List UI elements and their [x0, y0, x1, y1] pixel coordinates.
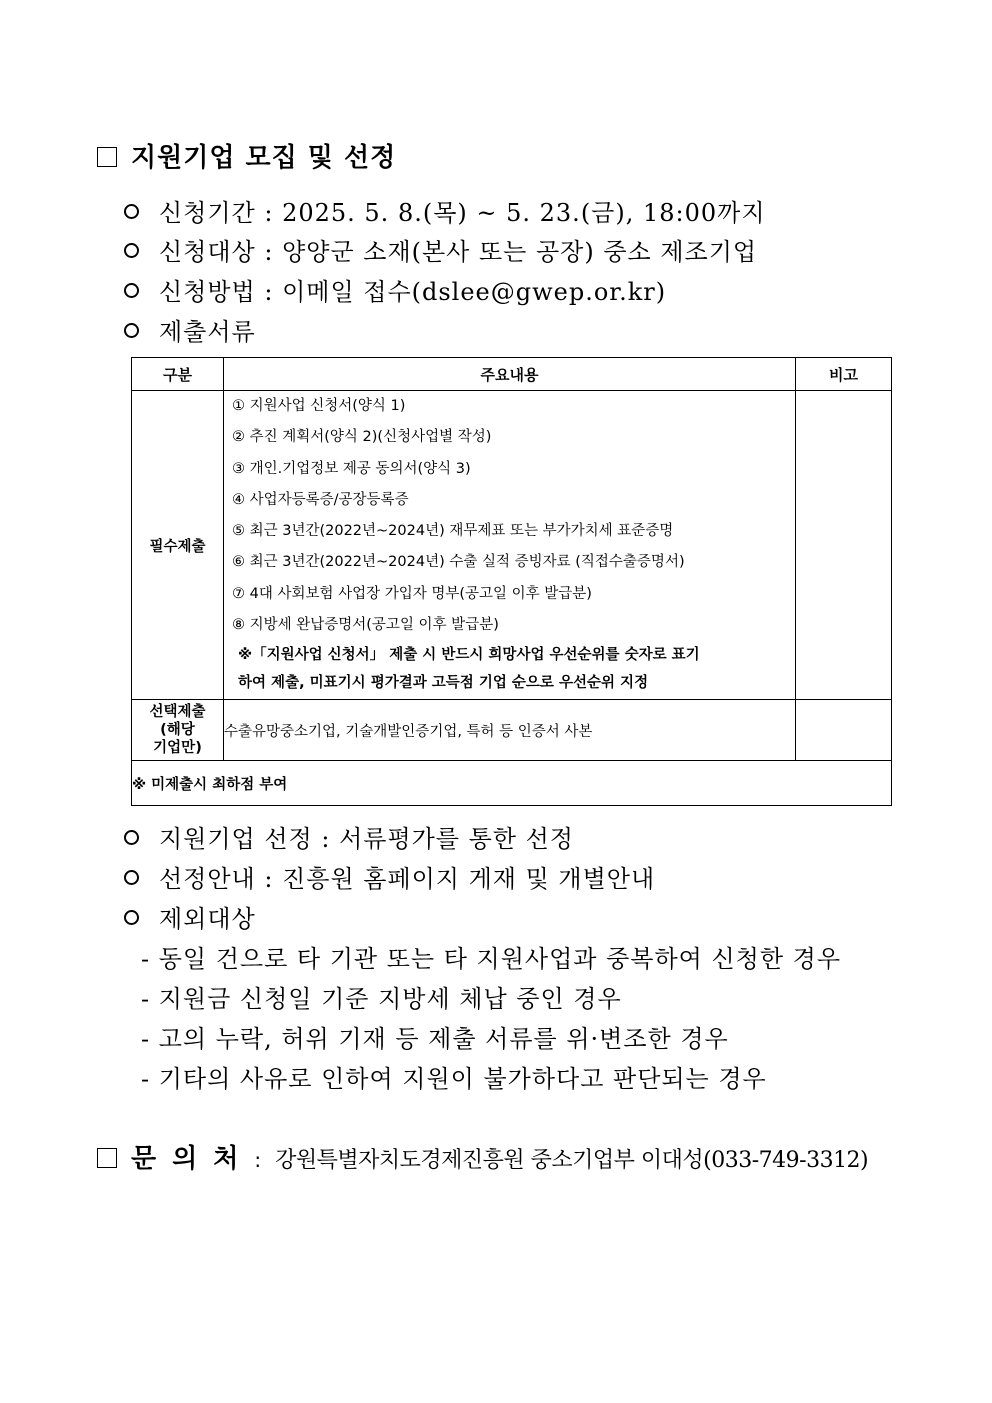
- contact-label: 문의처: [131, 1144, 255, 1174]
- list-item: ② 추진 계획서(양식 2)(신청사업별 작성): [232, 429, 492, 446]
- list-item: ⑤ 최근 3년간(2022년~2024년) 재무제표 또는 부가가치세 표준증명: [232, 523, 674, 540]
- contact-colon: :: [254, 1148, 262, 1172]
- list-item: ③ 개인.기업정보 제공 동의서(양식 3): [232, 460, 471, 477]
- contact-line: [97, 1138, 868, 1175]
- list-item: ⑦ 4대 사회보험 사업장 가입자 명부(공고일 이후 발급분): [232, 585, 592, 602]
- optional-content: 수출유망중소기업, 기술개발인증기업, 특허 등 인증서 사본: [224, 700, 796, 761]
- optional-label: 선택제출 (해당 기업만): [132, 700, 224, 761]
- exclusion-item: - 기타의 사유로 인하여 지원이 불가하다고 판단되는 경우: [141, 1065, 767, 1093]
- required-content: [224, 391, 796, 700]
- circle-bullet-icon: [124, 283, 139, 298]
- required-remarks: [796, 391, 892, 700]
- exclusion-item: - 동일 건으로 타 기관 또는 타 지원사업과 중복하여 신청한 경우: [141, 945, 841, 973]
- header-category: 구분: [132, 358, 224, 391]
- list-item: ④ 사업자등록증/공장등록증: [232, 491, 409, 508]
- section-heading: [97, 137, 396, 174]
- bullet-exclusions: 제외대상: [124, 899, 256, 934]
- required-note: ※「지원사업 신청서」 제출 시 반드시 희망사업 우선순위를 숫자로 표기 하여 제출, 미표기시 평가결과 고득점 기업 순으로 우선순위 지정: [238, 647, 700, 692]
- section-title: 지원기업 모집 및 선정: [131, 143, 397, 173]
- bullet-application-period: 신청기간 : 2025. 5. 8.(목) ~ 5. 23.(금), 18:00까지: [124, 193, 766, 228]
- exclusion-item: - 고의 누락, 허위 기재 등 제출 서류를 위·변조한 경우: [141, 1025, 729, 1053]
- checkbox-square-icon: [97, 1148, 117, 1168]
- header-remarks: 비고: [796, 358, 892, 391]
- bullet-selection-notice: 선정안내 : 진흥원 홈페이지 게재 및 개별안내: [124, 859, 655, 894]
- list-item: ⑧ 지방세 완납증명서(공고일 이후 발급분): [232, 617, 499, 634]
- header-content: 주요내용: [224, 358, 796, 391]
- table-row-optional: [132, 700, 892, 761]
- list-item: ⑥ 최근 3년간(2022년~2024년) 수출 실적 증빙자료 (직접수출증명서): [232, 554, 685, 571]
- checkbox-square-icon: [97, 147, 117, 167]
- exclusion-item: - 지원금 신청일 기준 지방세 체납 중인 경우: [141, 985, 622, 1013]
- circle-bullet-icon: [124, 204, 139, 219]
- required-label: 필수제출: [132, 391, 224, 700]
- table-row-required: [132, 391, 892, 700]
- circle-bullet-icon: [124, 870, 139, 885]
- contact-info: 강원특별자치도경제진흥원 중소기업부 이대성(033-749-3312): [275, 1148, 869, 1173]
- circle-bullet-icon: [124, 830, 139, 845]
- bullet-documents: 제출서류: [124, 312, 256, 347]
- circle-bullet-icon: [124, 243, 139, 258]
- circle-bullet-icon: [124, 323, 139, 338]
- list-item: ① 지원사업 신청서(양식 1): [232, 398, 406, 414]
- bullet-application-method: 신청방법 : 이메일 접수(dslee@gwep.or.kr): [124, 272, 666, 307]
- optional-remarks: [796, 700, 892, 761]
- table-row-footer: [132, 761, 892, 806]
- table-footer-note: ※ 미제출시 최하점 부여: [132, 761, 892, 806]
- table-header-row: [132, 358, 892, 391]
- circle-bullet-icon: [124, 910, 139, 925]
- bullet-application-target: 신청대상 : 양양군 소재(본사 또는 공장) 중소 제조기업: [124, 232, 757, 267]
- bullet-selection: 지원기업 선정 : 서류평가를 통한 선정: [124, 819, 574, 854]
- documents-table: [131, 357, 892, 806]
